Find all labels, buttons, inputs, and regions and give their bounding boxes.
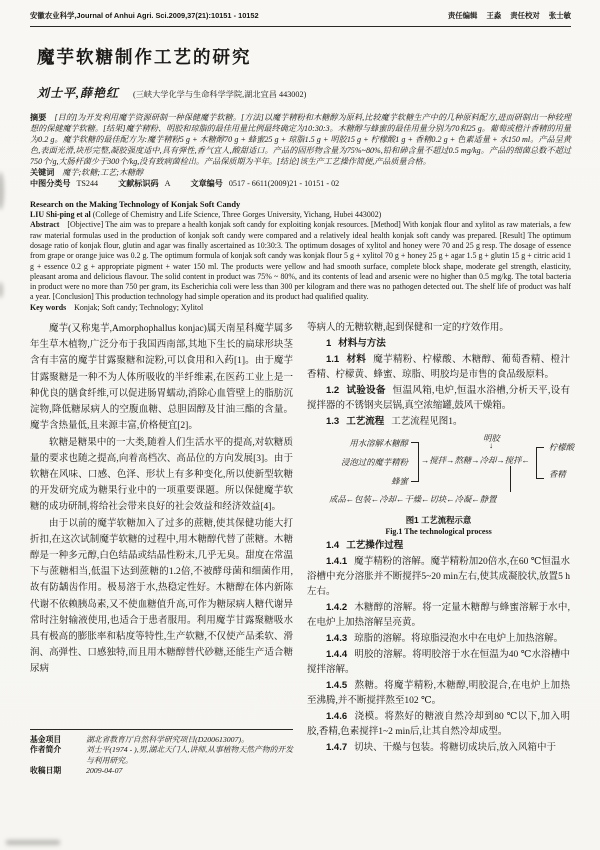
section-1 bbox=[307, 336, 570, 352]
section-1-4-3 bbox=[307, 631, 570, 647]
right-column bbox=[307, 321, 575, 795]
author-names: 刘士平,薛艳红 bbox=[37, 86, 120, 100]
received-date-label: 收稿日期 bbox=[30, 766, 62, 776]
article-id-label: 文章编号 bbox=[190, 179, 223, 189]
english-block bbox=[30, 200, 571, 313]
flow-input-essence: 香精 bbox=[549, 470, 566, 480]
section-number: 1.4.3 bbox=[326, 633, 348, 645]
down-arrow-icon: ↓ bbox=[489, 441, 493, 451]
fund-note bbox=[30, 735, 293, 746]
article-meta bbox=[30, 178, 571, 189]
flow-input-xylitol: 用水溶解木糖醇 bbox=[349, 439, 408, 449]
abstract-cn bbox=[30, 112, 571, 167]
section-text: 工艺流程见图1。 bbox=[391, 417, 463, 428]
english-byline bbox=[30, 210, 571, 220]
flow-input-konjak-flour: 浸泡过的魔芋精粉 bbox=[341, 458, 408, 468]
section-1-4-6 bbox=[307, 709, 570, 740]
section-text: 恒温风箱,电炉,恒温水浴槽,分析天平,设有搅拌器的不锈钢夹层锅,真空浓缩罐,鼓风干燥箱。 bbox=[307, 386, 570, 412]
english-abstract-label: Abstract bbox=[30, 220, 60, 230]
proofreader-label: 责任校对 bbox=[510, 11, 540, 20]
section-title: 工艺操作过程 bbox=[346, 540, 404, 552]
running-header bbox=[30, 10, 571, 21]
english-keywords-text: Konjak; Soft candy; Technology; Xylitol bbox=[74, 302, 204, 312]
section-1-3 bbox=[307, 414, 570, 430]
flow-main-line: →搅拌→熬糖→冷却→搅拌← bbox=[421, 456, 530, 466]
body-paragraph-3: 由于以前的魔芋软糖加入了过多的蔗糖,使其保健功能大打折扣,在这次试制魔芋软糖的过程中,用木糖醇代替了蔗糖。木糖醇是一种多元醇,白色结晶或结晶性粉末,几乎无臭。甜度在常温下与蔗糖相当,低温下达到蔗糖的1.2倍,不被酵母菌和细菌作用,故有防龋齿作用。极易溶于水,热稳定性好。木糖醇在体内新陈代谢不依赖胰岛素,又不使血糖值升高,可作为糖尿病人糖代谢异常时注射输液使用,也适合于患者服用。利用魔芋甘露聚糖吸水具有极高的膨胀率和粘度等特性,生产软糖,不仅使产品柔软、滑润、高弹性、口感独特,而且用木糖醇替代砂糖,还能生产适合糖尿病 bbox=[30, 518, 293, 675]
left-brace bbox=[411, 442, 419, 482]
journal-citation: 安徽农业科学,Journal of Anhui Agri. Sci.2009,37(21):10151 - 10152 bbox=[30, 11, 259, 20]
scan-artifact bbox=[0, 172, 4, 210]
abstract-cn-label: 摘要 bbox=[30, 113, 47, 122]
section-1-4-5 bbox=[307, 678, 570, 709]
figure-caption-cn: 图1 工艺流程示意 bbox=[405, 515, 472, 526]
section-text: 浇模。将熬好的糖液自然冷却到80 ℃以下,加入明胶,香精,色素搅拌1~2 min后,让其自然冷却成型。 bbox=[307, 712, 570, 738]
section-number: 1.4.7 bbox=[326, 742, 348, 754]
flow-input-honey: 蜂蜜 bbox=[391, 477, 408, 487]
section-text: 魔芋精粉的溶解。魔芋精粉加20倍水,在60 ℃恒温水浴槽中充分溶胀并不断搅拌5~20 min左右,使其成凝胶状,放置5 h左右。 bbox=[307, 557, 570, 598]
english-keywords bbox=[30, 303, 571, 313]
abstract-cn-text: [目的]为开发利用魔芋资源研制一种保健魔芋软糖。[方法]以魔芋精粉和木糖醇为原料,比较魔芋软糖生产中的几种原料配方,进而研制出一种较理想的保健魔芋软糖。[结果]魔芋精粉、明胶和琼脂的最佳用量比例最终确定为10:30:3。木糖醇与蜂蜜的最佳用量分别为70和25 g。葡萄或橙汁香精的用量为0.2 g。魔芋软糖的最佳配方为:魔芋精粉5 g + 木糖醇70 g + 蜂蜜25 g + 琼脂1.5 g + 明胶15 g + 柠檬酸1 g + 香精0.2 g + 色素适量 + 水150 ml。产品呈黄色,表面光滑,块形完整,凝胶强度适中,具有弹性,香气宜人,酸甜适口。产品的固形物含量为75%~80%,铅和砷含量不超过0.5 mg/kg。产品的细菌总数不超过750个/g,大肠杆菌少于300个/kg,没有致病菌检出。产品保质期为半年。[结论]该生产工艺操作简便,产品质量合格。 bbox=[30, 113, 571, 166]
doc-code: A bbox=[164, 179, 171, 189]
left-column bbox=[30, 321, 293, 795]
section-number: 1.2 bbox=[326, 385, 340, 397]
author-bio-text: 刘士平(1974 - ),男,湖北天门人,讲师,从事植物天然产物的开发与利用研究。 bbox=[86, 745, 293, 765]
section-title: 工艺流程 bbox=[346, 416, 385, 428]
section-text: 熬糖。将魔芋精粉,木糖醇,明胶混合,在电炉上加热至沸腾,并不断搅拌熬至102 ℃。 bbox=[307, 681, 570, 707]
received-date: 2009-04-07 bbox=[86, 766, 123, 776]
section-title: 试验设备 bbox=[346, 385, 386, 397]
clc-label: 中图分类号 bbox=[30, 179, 71, 189]
section-number: 1.4 bbox=[326, 540, 340, 552]
section-text: 木糖醇的溶解。将一定量木糖醇与蜂蜜溶解于水中,在电炉上加热溶解呈亮黄。 bbox=[307, 603, 570, 629]
process-flow-diagram bbox=[311, 434, 575, 511]
scan-artifact bbox=[0, 282, 3, 298]
header-rule bbox=[30, 26, 571, 27]
doc-code-label: 文献标识码 bbox=[118, 179, 159, 189]
section-number: 1.4.4 bbox=[326, 649, 348, 661]
footnote-rule bbox=[30, 729, 293, 730]
english-abstract bbox=[30, 220, 571, 302]
section-text: 明胶的溶解。将明胶溶于水在恒温为40 ℃水浴槽中搅拌溶解。 bbox=[307, 650, 570, 676]
keywords-cn-text: 魔芋;软糖;工艺;木糖醇 bbox=[62, 168, 144, 177]
clc-number: TS244 bbox=[76, 179, 99, 189]
article-title: 魔芋软糖制作工艺的研究 bbox=[37, 47, 252, 67]
body-paragraph-1: 魔芋(又称鬼芋,Amorphophallus konjac)属天南星科魔芋属多年生草木植物,广泛分布于我国西南部,其地下生长的扁球形块茎含有丰富的魔芋甘露聚糖和淀粉,可以食用和入药[1]。由于魔芋甘露聚糖是一种不为人体所吸收的半纤维素,在医药工业上是一种优良的膳食纤维,可以促进肠胃蠕动,消除心血管壁上的脂肪沉淀物,降低糖尿病人的空腹血糖、总胆固醇及甘油三酯的含量。魔芋含热量低,且来源丰富,价格便宜[2]。 bbox=[30, 324, 293, 432]
section-number: 1.4.2 bbox=[326, 602, 348, 614]
section-number: 1.4.1 bbox=[326, 556, 348, 568]
section-number: 1.4.5 bbox=[326, 680, 348, 692]
author-bio-note bbox=[30, 745, 293, 766]
continuation-line: 等病人的无糖软糖,起到保健和一定的疗效作用。 bbox=[307, 323, 509, 334]
section-number: 1.4.6 bbox=[326, 711, 348, 723]
fund-text: 湖北省教育厅自然科学研究项目(D200613007)。 bbox=[86, 734, 249, 744]
section-1-4-2 bbox=[307, 600, 570, 631]
section-number: 1 bbox=[326, 338, 332, 350]
section-text: 魔芋精粉、柠檬酸、木糖醇、葡萄香精、橙汁香精、柠檬黄、蜂蜜、琼脂、明胶均是市售的食品级原料。 bbox=[307, 355, 570, 381]
author-bio-label: 作者简介 bbox=[30, 745, 62, 755]
english-affiliation: (College of Chemistry and Life Science, Three Gorges University, Yichang, Hubei 443002) bbox=[92, 210, 382, 220]
section-text: 切块、干燥与包装。将糖切成块后,放入风箱中于 bbox=[354, 743, 557, 754]
section-text: 琼脂的溶解。将琼脂浸泡水中在电炉上加热溶解。 bbox=[354, 634, 564, 645]
section-1-2 bbox=[307, 383, 570, 414]
received-date-note bbox=[30, 766, 293, 777]
section-title: 材料 bbox=[346, 354, 367, 366]
section-1-1 bbox=[307, 352, 570, 383]
section-title: 材料与方法 bbox=[338, 338, 386, 350]
article-id: 0517 - 6611(2009)21 - 10151 - 02 bbox=[228, 179, 340, 189]
section-1-4-7 bbox=[307, 740, 570, 756]
editor-label: 责任编辑 bbox=[447, 11, 478, 20]
flow-bottom-line: 成品←包装←冷却←干燥←切块←冷凝←静置 bbox=[329, 495, 497, 505]
figure-caption-en: Fig.1 The technological process bbox=[385, 527, 492, 537]
section-number: 1.1 bbox=[326, 354, 340, 366]
section-1-4-1 bbox=[307, 554, 570, 600]
editor-credits bbox=[439, 10, 571, 21]
flow-input-glutin: 明胶 bbox=[483, 434, 500, 444]
connector-line bbox=[510, 466, 511, 492]
english-keywords-label: Key words bbox=[30, 302, 67, 312]
english-abstract-text: [Objective] The aim was to prepare a health konjak soft candy for exploiting konjak resources. [Method] With konjak flour and xylitol as raw materials, a few raw material formulas used in the production of konjak soft candy were compared and a relatively ideal health konjak soft candy was prepared. [Result] The optimum dosage ratio of konjak flour, glutin and agar was finally ascertained as 10:30:3. The optimum dosages of xylitol and honey were 70 and 25 g resp. The dosage of essence from grape or orange juice was 0.2 g. The optimum formula of konjak soft candy was konjak flour 5 g + xylitol 70 g + honey 25 g + agar 1.5 g + glutin 15 g + citric acid 1 g + essence 0.2 g + appropriate pigment + water 150 ml. The products were yellow and had smooth surface, complete block shape, moderate gel strength, elasticity, pleasant aroma and delicious flavour. The solid content in product was 75% ~ 80%, and its contents of lead and arsenic were no higher than 0.5 mg/kg. The total bacteria in product were no more than 750 per gram, its Escherichia coli were less than 300 per kilogram and there was no pathogen detected out. The shelf life of product was half a year. [Conclusion] This production technology had simple operation and its product had qualified quality. bbox=[30, 220, 571, 302]
editor-name: 王淼 bbox=[486, 11, 502, 20]
english-author-names: LIU Shi-ping et al bbox=[30, 210, 91, 220]
flow-input-citric-acid: 柠檬酸 bbox=[549, 443, 575, 453]
keywords-cn-label: 关键词 bbox=[30, 168, 55, 177]
byline bbox=[37, 84, 571, 102]
scan-artifact bbox=[6, 840, 60, 845]
proofreader-name: 张士敏 bbox=[548, 11, 571, 20]
section-1-4 bbox=[307, 538, 570, 554]
fund-label: 基金项目 bbox=[30, 734, 62, 744]
section-1-4-4 bbox=[307, 647, 570, 678]
body-paragraph-2: 软糖是糖果中的一大类,随着人们生活水平的提高,对软糖质量的要求也随之提高,向着高档次、高品位的方向发展[3]。由于软糖在风味、口感、色泽、形状上有多种变化,所以使新型软糖的开发研究成为糖果行业中的一项重要课题。所以保健魔芋软糖的成功研制,将给社会带来良好的社会效益和经济效益[4]。 bbox=[30, 437, 293, 513]
keywords-cn bbox=[30, 167, 571, 178]
english-title: Research on the Making Technology of Konjak Soft Candy bbox=[30, 199, 241, 209]
section-number: 1.3 bbox=[326, 416, 340, 428]
footnote-block bbox=[30, 729, 293, 777]
affiliation: (三峡大学化学与生命科学学院,湖北宜昌 443002) bbox=[133, 90, 307, 99]
right-brace bbox=[536, 447, 544, 479]
